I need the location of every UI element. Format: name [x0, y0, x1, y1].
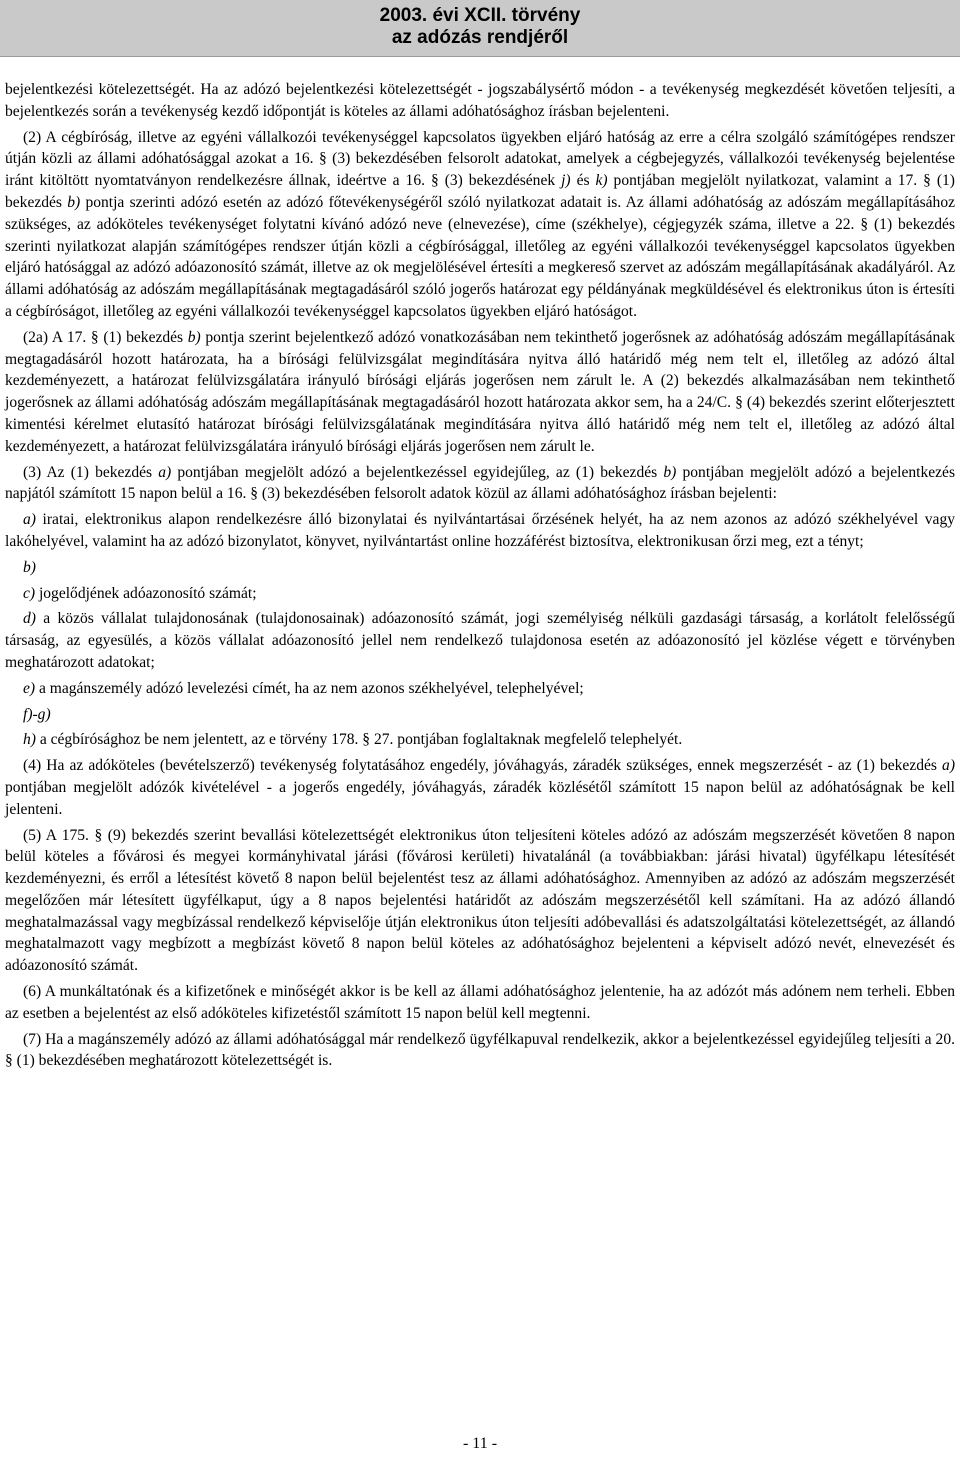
paragraph: [5, 462, 955, 506]
paragraph-point-label: e): [23, 679, 36, 697]
paragraph-point-label: k): [595, 172, 608, 190]
paragraph-text: a közös vállalat tulajdonosának (tulajdonosainak) adóazonosító számát, jogi személyiség nélküli gazdasági társaság, a korlátolt felelősségű társaság, az egyesülés, a közös vállalat adóazonosító jellel nem rendelkező tulajdonosa esetén az adóazonosító jel közlése végett e törvényben meghatározott adatokat;: [5, 610, 955, 671]
paragraph: [5, 557, 955, 579]
header-title-line2: az adózás rendjéről: [391, 27, 569, 48]
paragraph: [5, 825, 955, 978]
paragraph-text: jogelődjének adóazonosító számát;: [35, 584, 257, 602]
document-body: [5, 79, 955, 1076]
paragraph: [5, 981, 955, 1025]
paragraph-text: pontjában megjelölt adózó a bejelentkezéssel egyidejűleg, az (1) bekezdés: [171, 463, 664, 481]
paragraph-point-label: b): [187, 328, 201, 346]
paragraph-point-label: h): [23, 731, 36, 749]
paragraph-text: pontjában megjelölt nyilatkozat, valamint a 17. § (1) bekezdés: [5, 172, 955, 211]
paragraph-text: (6) A munkáltatónak és a kifizetőnek e minőségét akkor is be kell az állami adóhatósághoz jelentenie, ha az adózót más adónem nem terheli. Ebben az esetben a bejelentést az első adóköteles kifizetéstől számított 15 napon belül kell megtenni.: [5, 983, 955, 1022]
paragraph-text: a magánszemély adózó levelezési címét, ha az nem azonos székhelyével, telephelyével;: [35, 679, 584, 697]
paragraph-text: (2a) A 17. § (1) bekezdés: [23, 328, 188, 346]
paragraph: [5, 608, 955, 673]
page-number: - 11 -: [462, 1435, 498, 1452]
paragraph-point-label: f)-g): [23, 705, 51, 723]
paragraph: [5, 327, 955, 458]
paragraph-text: a cégbírósághoz be nem jelentett, az e törvény 178. § 27. pontjában foglaltaknak megfelelő telephelyét.: [35, 731, 683, 749]
paragraph-text: (3) Az (1) bekezdés: [23, 463, 159, 481]
paragraph-point-label: a): [23, 511, 36, 529]
paragraph: [5, 755, 955, 820]
paragraph: [5, 678, 955, 700]
paragraph-text: (4) Ha az adóköteles (bevételszerző) tevékenység folytatásához engedély, jóváhagyás, záradék szükséges, ennek megszerzését - az (1) bekezdés: [23, 757, 943, 775]
paragraph-text: pontja szerint bejelentkező adózó vonatkozásában nem tekinthető jogerősnek az adóhatóság adószám megállapításának megtagadásáról hozott határozata, ha a bírósági felülvizsgálat megindítására nyitva álló határidő még nem telt el, illetőleg az adózó által kezdeményezett, a határozat felülvizsgálatára irányuló bírósági eljárás jogerősen nem zárult le. A (2) bekezdés alkalmazásában nem tekinthető jogerősnek az állami adóhatóság adószám megállapításának megtagadásáról hozott határozata akkor sem, ha a 24/C. § (4) bekezdés szerint előterjesztett kimentési kérelmet elutasító határozat bírósági felülvizsgálatának megindítására nyitva álló határidő még nem telt el, illetőleg az adózó által kezdeményezett, a határozat felülvizsgálatára irányuló bírósági eljárás jogerősen nem zárult le.: [5, 328, 955, 455]
paragraph-text: (5) A 175. § (9) bekezdés szerint bevallási kötelezettségét elektronikus úton teljesíteni köteles adózó az adószám megszerzését követően 8 napon belül köteles a fővárosi és megyei kormányhivatal járási (fővárosi kerületi) hivatalánál (a továbbiakban: járási hivatal) ügyfélkapu létesítését kezdeményezni, és erről a létesítést követő 8 napon belül bejelentést tesz az állami adóhatósághoz. Amennyiben az adózó az adószám megszerzését megelőzően már létesített ügyfélkaput, úgy a 8 napos bejelentési határidőt az adószám megszerzésétől kell számítani. Ha az adózó állandó meghatalmazással vagy megbízással rendelkező képviselője útján elektronikus úton teljesíti adóbevallási és adatszolgáltatási kötelezettségét, az állandó meghatalmazott vagy megbízott a megbízást követő 8 napon belül köteles az adóhatósághoz bejelenteni a képviselt adózó nevét, elnevezését és adóazonosító számát.: [5, 826, 955, 975]
paragraph-text: bejelentkezési kötelezettségét. Ha az adózó bejelentkezési kötelezettségét - jogszabálysértő módon - a tevékenység megkezdését követően teljesíti, a bejelentkezés során a tevékenység kezdő időpontját is köteles az állami adóhatósághoz írásban bejelenteni.: [5, 81, 955, 120]
paragraph-point-label: a): [158, 463, 172, 481]
paragraph: [5, 583, 955, 605]
paragraph: [5, 704, 955, 726]
paragraph-point-label: j): [561, 172, 571, 190]
paragraph-text: iratai, elektronikus alapon rendelkezésre álló bizonylatai és nyilvántartásai őrzésének helyét, ha az nem azonos az adózó székhelyével vagy lakóhelyével, valamint ha az adózó bizonylatot, könyvet, nyilvántartást online hozzáférést biztosítva, elektronikusan őrzi meg, ezt a tényt;: [5, 511, 955, 550]
paragraph-point-label: a): [942, 757, 955, 775]
paragraph-point-label: b): [23, 558, 36, 576]
paragraph-text: és: [570, 172, 596, 190]
paragraph-text: (2) A cégbíróság, illetve az egyéni vállalkozói tevékenységgel kapcsolatos ügyekben eljáró hatóság az erre a célra szolgáló számítógépes rendszer útján közli az állami adóhatósággal azokat a 16. § (3) bekezdésében felsorolt adatokat, amelyek a cégbejegyzés, vállalkozói tevékenység bejelentése iránt kitöltött nyomtatványon rendelkezésre állnak, ideértve a 16. § (3) bekezdésének: [5, 128, 955, 190]
header-title-line1: 2003. évi XCII. törvény: [379, 5, 581, 26]
paragraph: [5, 1029, 955, 1073]
paragraph-text: (7) Ha a magánszemély adózó az állami adóhatósággal már rendelkező ügyfélkapuval rendelkezik, akkor a bejelentkezéssel egyidejűleg teljesíti a 20. § (1) bekezdésében meghatározott kötelezettségét is.: [5, 1030, 955, 1070]
paragraph: [5, 729, 955, 751]
paragraph-text: pontjában megjelölt adózó a bejelentkezés napjától számított 15 napon belül a 16. § (3) bekezdésében felsorolt adatok közül az állami adóhatósághoz írásban bejelenti:: [5, 463, 956, 503]
paragraph-point-label: c): [23, 584, 36, 602]
paragraph: [5, 127, 955, 323]
paragraph: [5, 509, 955, 553]
paragraph: [5, 79, 955, 123]
page-header: [0, 0, 960, 57]
paragraph-point-label: d): [23, 610, 36, 628]
paragraph-point-label: b): [67, 193, 81, 211]
paragraph-point-label: b): [663, 463, 677, 481]
paragraph-text: pontjában megjelölt adózók kivételével - a jogerős engedély, jóváhagyás, záradék közlésétől számított 15 napon belül az adóhatóságnak be kell jelenteni.: [5, 778, 955, 818]
paragraph-text: pontja szerinti adózó esetén az adózó főtevékenységéről szóló nyilatkozat adatait is. Az állami adóhatóság az adószám megállapításához szükséges, az adóköteles tevékenységet folytatni kívánó adózó neve (elnevezése), címe (székhelye), cégjegyzék száma, illetve a 22. § (1) bekezdés szerinti nyilatkozat alapján számítógépes rendszer útján közli a cégbírósággal, illetőleg az egyéni vállalkozói tevékenységgel kapcsolatos ügyekben eljáró hatósággal az adózó adóazonosító számát, illetve az ok megjelölésével értesíti a megkereső szervet az adószám megállapításának akadályáról. Az állami adóhatóság az adószám megállapításának megtagadásáról szóló jogerős határozat egy példányának megküldésével és elektronikus úton is értesíti a cégbíróságot, illetőleg az egyéni vállalkozói tevékenységgel kapcsolatos ügyekben eljáró hatóságot.: [5, 193, 956, 320]
